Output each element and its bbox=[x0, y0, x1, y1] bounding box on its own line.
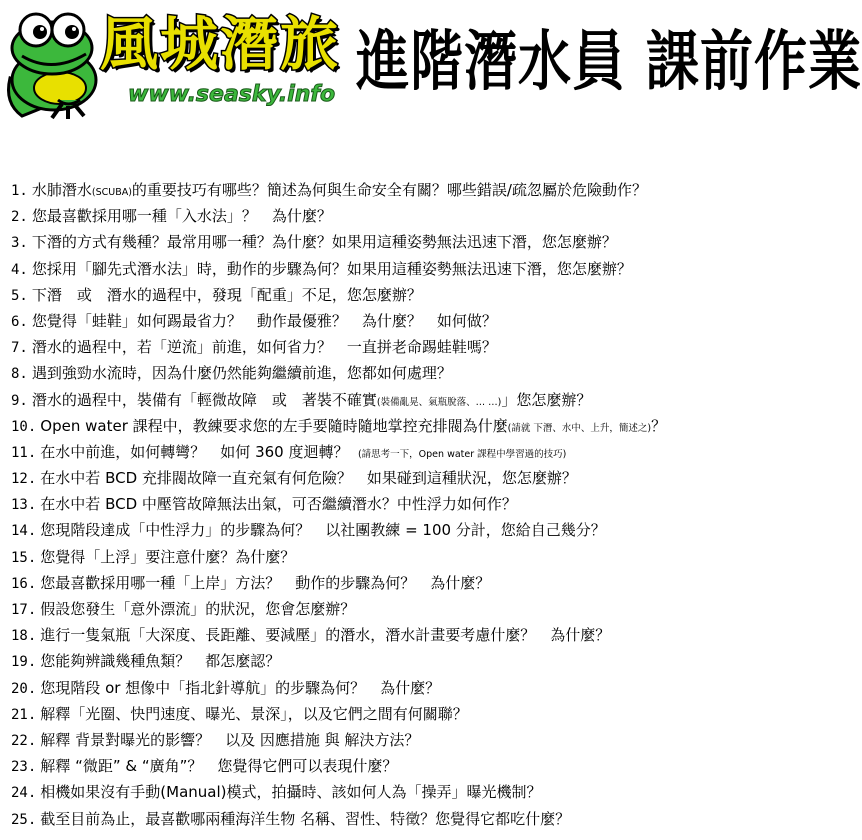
question-number: 16. bbox=[11, 575, 37, 592]
question-text: 解釋「光圈、快門速度、曝光、景深」，以及它們之間有何關聯？ bbox=[40, 704, 468, 723]
question-text: 您現階段 or 想像中「指北針導航」的步驟為何？ 為什麼？ bbox=[40, 678, 441, 697]
question-number: 1. bbox=[11, 183, 28, 199]
question-item bbox=[11, 517, 753, 543]
question-item bbox=[11, 596, 753, 622]
question-item bbox=[11, 779, 753, 805]
question-text-tail: 的重要技巧有哪些？簡述為何與生命安全有關？哪些錯誤/疏忽屬於危險動作？ bbox=[131, 181, 647, 199]
question-item bbox=[11, 387, 753, 413]
question-item bbox=[11, 360, 753, 386]
question-text: 截至目前為止，最喜歡哪兩種海洋生物 名稱、習性、特徵？您覺得它都吃什麼？ bbox=[40, 809, 571, 828]
question-number: 23. bbox=[11, 759, 37, 776]
question-item bbox=[11, 413, 753, 439]
question-text: 您採用「腳先式潛水法」時，動作的步驟為何？如果用這種姿勢無法迅速下潛，您怎麼辦？ bbox=[31, 259, 632, 278]
question-item bbox=[11, 282, 753, 308]
page-header bbox=[0, 0, 862, 130]
question-text: 潛水的過程中，裝備有「輕微故障 或 著裝不確實 bbox=[31, 390, 377, 409]
question-number: 8. bbox=[11, 366, 28, 383]
question-note: (裝備亂晃、氣瓶脫落、… …) bbox=[376, 396, 502, 408]
question-number: 20. bbox=[11, 680, 37, 697]
question-item bbox=[11, 308, 753, 334]
question-text: 您覺得「蛙鞋」如何踢最省力？ 動作最優雅？ 為什麼？ 如何做？ bbox=[31, 311, 497, 330]
question-text: 下潛 或 潛水的過程中，發現「配重」不足，您怎麼辦？ bbox=[31, 285, 422, 304]
question-text: 在水中若 BCD 中壓管故障無法出氣，可否繼續潛水？中性浮力如何作？ bbox=[40, 495, 517, 514]
question-note: (SCUBA) bbox=[91, 187, 132, 198]
question-item bbox=[11, 334, 753, 360]
question-number: 4. bbox=[11, 261, 28, 278]
question-number: 21. bbox=[11, 706, 37, 723]
question-text: 在水中若 BCD 充排閥故障一直充氣有何危險？ 如果碰到這種狀況，您怎麼辦？ bbox=[40, 469, 577, 488]
question-item bbox=[11, 570, 753, 596]
logo-url[interactable]: www.seasky.info bbox=[128, 82, 336, 107]
question-note: (請思考一下，Open water 課程中學習過的技巧) bbox=[348, 448, 567, 460]
question-number: 2. bbox=[11, 209, 28, 226]
question-item bbox=[11, 701, 753, 727]
question-item bbox=[11, 727, 753, 753]
question-number: 15. bbox=[11, 549, 37, 566]
question-text: 解釋 背景對曝光的影響？ 以及 因應措施 與 解決方法？ bbox=[40, 730, 420, 749]
question-item bbox=[11, 256, 753, 282]
question-item bbox=[11, 229, 753, 255]
question-number: 10. bbox=[11, 418, 37, 435]
question-number: 9. bbox=[11, 392, 28, 409]
page-title-assignment: 課前作業 bbox=[646, 24, 862, 100]
question-text-tail: ？ bbox=[651, 416, 667, 435]
question-text: 您最喜歡採用哪一種「上岸」方法？ 動作的步驟為何？ 為什麼？ bbox=[40, 573, 491, 592]
question-text: 潛水的過程中，若「逆流」前進，如何省力？ 一直拼老命踢蛙鞋嗎？ bbox=[31, 338, 497, 357]
question-item bbox=[11, 648, 753, 674]
question-number: 11. bbox=[11, 444, 37, 461]
question-text: 水肺潛水 bbox=[31, 181, 92, 199]
question-item bbox=[11, 753, 753, 779]
question-number: 6. bbox=[11, 313, 28, 330]
question-text: 解釋 “微距” & “廣角”？ 您覺得它們可以表現什麼？ bbox=[40, 757, 398, 776]
question-text: 假設您發生「意外漂流」的狀況，您會怎麼辦？ bbox=[40, 600, 356, 618]
question-number: 5. bbox=[11, 287, 28, 304]
question-number: 7. bbox=[11, 340, 28, 357]
question-text: 相機如果沒有手動(Manual)模式，拍攝時、該如何人為「操弄」曝光機制？ bbox=[40, 783, 542, 802]
question-item bbox=[11, 439, 753, 465]
question-text: 遇到強勁水流時，因為什麼仍然能夠繼續前進，您都如何處理？ bbox=[31, 364, 452, 383]
question-item bbox=[11, 544, 753, 570]
question-item bbox=[11, 806, 753, 832]
question-text: 下潛的方式有幾種？最常用哪一種？為什麼？如果用這種姿勢無法迅速下潛，您怎麼辦？ bbox=[31, 233, 617, 252]
question-text: 您現階段達成「中性浮力」的步驟為何？ 以社團教練 = 100 分計，您給自己幾分？ bbox=[40, 521, 606, 540]
question-number: 14. bbox=[11, 523, 37, 540]
page-title-course: 進階潛水員 bbox=[356, 24, 626, 100]
page-title bbox=[356, 14, 862, 112]
question-number: 22. bbox=[11, 732, 37, 749]
question-text: 您最喜歡採用哪一種「入水法」？ 為什麼？ bbox=[31, 207, 332, 226]
question-text: 在水中前進，如何轉彎？ 如何 360 度迴轉？ bbox=[40, 442, 349, 461]
question-number: 3. bbox=[11, 235, 28, 252]
question-number: 25. bbox=[11, 811, 37, 828]
question-number: 17. bbox=[11, 602, 37, 618]
question-text-tail: 」您怎麼辦？ bbox=[501, 390, 592, 409]
question-text: 進行一隻氣瓶「大深度、長距離、要減壓」的潛水，潛水計畫要考慮什麼？ 為什麼？ bbox=[40, 626, 611, 645]
question-item bbox=[11, 465, 753, 491]
question-item bbox=[11, 177, 753, 203]
question-text: Open water 課程中，教練要求您的左手要隨時隨地掌控充排閥為什麼 bbox=[40, 416, 508, 435]
question-item bbox=[11, 203, 753, 229]
question-item bbox=[11, 491, 753, 517]
question-number: 13. bbox=[11, 497, 37, 514]
question-list bbox=[11, 177, 753, 832]
logo-title: 風城潛旅 bbox=[100, 10, 341, 78]
question-number: 12. bbox=[11, 471, 37, 488]
question-item bbox=[11, 675, 753, 701]
question-number: 24. bbox=[11, 785, 37, 802]
question-number: 18. bbox=[11, 628, 37, 645]
question-text: 您覺得「上浮」要注意什麼？為什麼？ bbox=[40, 547, 296, 566]
question-note: (請就 下潛、水中、上升，簡述之) bbox=[507, 422, 652, 434]
question-text: 您能夠辨識幾種魚類？ 都怎麼認？ bbox=[40, 652, 281, 671]
question-number: 19. bbox=[11, 654, 37, 671]
question-item bbox=[11, 622, 753, 648]
